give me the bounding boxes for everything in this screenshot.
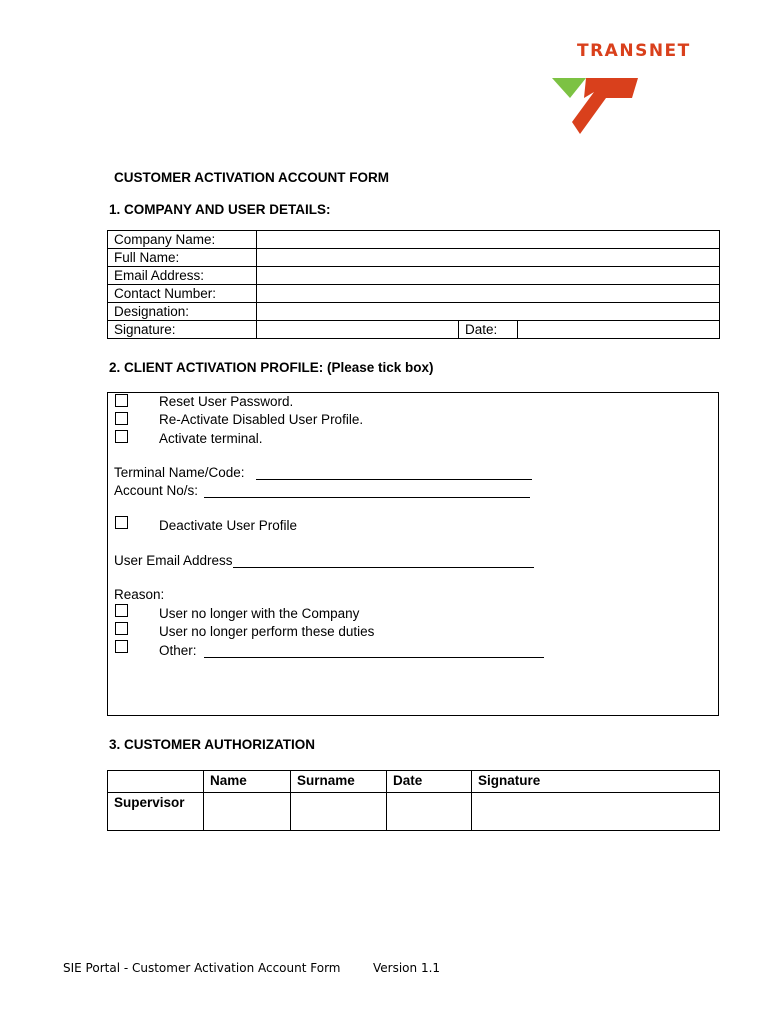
designation-field[interactable] bbox=[257, 303, 720, 321]
section1-heading: 1. COMPANY AND USER DETAILS: bbox=[109, 202, 331, 217]
company-name-field[interactable] bbox=[257, 231, 720, 249]
deactivate-profile-label: Deactivate User Profile bbox=[159, 518, 298, 533]
signature-field[interactable] bbox=[257, 321, 459, 339]
company-name-label: Company Name: bbox=[108, 231, 257, 249]
designation-label: Designation: bbox=[108, 303, 257, 321]
reason-no-longer-duties-label: User no longer perform these duties bbox=[159, 624, 375, 639]
supervisor-date-field[interactable] bbox=[387, 793, 472, 831]
supervisor-name-field[interactable] bbox=[204, 793, 291, 831]
reset-password-label: Reset User Password. bbox=[159, 394, 294, 409]
auth-header-date: Date bbox=[387, 771, 472, 793]
form-title: CUSTOMER ACTIVATION ACCOUNT FORM bbox=[114, 170, 389, 185]
reason-no-longer-company-checkbox[interactable] bbox=[115, 604, 128, 617]
company-user-details-table bbox=[107, 230, 720, 339]
contact-number-label: Contact Number: bbox=[108, 285, 257, 303]
account-no-label: Account No/s: bbox=[114, 483, 199, 498]
footer-version: Version 1.1 bbox=[373, 961, 441, 975]
terminal-name-label: Terminal Name/Code: bbox=[114, 465, 245, 480]
auth-header-signature: Signature bbox=[472, 771, 720, 793]
auth-header-surname: Surname bbox=[291, 771, 387, 793]
terminal-name-line[interactable] bbox=[256, 465, 532, 480]
section2-heading: 2. CLIENT ACTIVATION PROFILE: (Please tick box) bbox=[109, 360, 434, 375]
transnet-logo-text: TRANSNET bbox=[577, 41, 691, 61]
supervisor-signature-field[interactable] bbox=[472, 793, 720, 831]
reason-other-label: Other: bbox=[159, 643, 197, 658]
reactivate-profile-label: Re-Activate Disabled User Profile. bbox=[159, 412, 364, 427]
activate-terminal-checkbox[interactable] bbox=[115, 430, 128, 443]
reset-password-checkbox[interactable] bbox=[115, 394, 128, 407]
contact-number-field[interactable] bbox=[257, 285, 720, 303]
user-email-line[interactable] bbox=[233, 553, 534, 568]
footer-title: SIE Portal - Customer Activation Account Form bbox=[63, 961, 341, 975]
auth-header-name: Name bbox=[204, 771, 291, 793]
reason-other-line[interactable] bbox=[204, 643, 544, 658]
transnet-logo-icon bbox=[550, 76, 640, 136]
auth-header-blank bbox=[108, 771, 204, 793]
reason-no-longer-duties-checkbox[interactable] bbox=[115, 622, 128, 635]
account-no-line[interactable] bbox=[204, 483, 530, 498]
date-field[interactable] bbox=[518, 321, 720, 339]
customer-authorization-table bbox=[107, 770, 720, 831]
activate-terminal-label: Activate terminal. bbox=[159, 431, 263, 446]
reason-other-checkbox[interactable] bbox=[115, 640, 128, 653]
date-label: Date: bbox=[459, 321, 518, 339]
user-email-label: User Email Address bbox=[114, 553, 233, 568]
full-name-label: Full Name: bbox=[108, 249, 257, 267]
full-name-field[interactable] bbox=[257, 249, 720, 267]
auth-row-supervisor-label: Supervisor bbox=[108, 793, 204, 831]
email-address-field[interactable] bbox=[257, 267, 720, 285]
email-address-label: Email Address: bbox=[108, 267, 257, 285]
signature-label: Signature: bbox=[108, 321, 257, 339]
supervisor-surname-field[interactable] bbox=[291, 793, 387, 831]
deactivate-profile-checkbox[interactable] bbox=[115, 516, 128, 529]
reactivate-profile-checkbox[interactable] bbox=[115, 412, 128, 425]
reason-label: Reason: bbox=[114, 587, 165, 602]
section3-heading: 3. CUSTOMER AUTHORIZATION bbox=[109, 737, 316, 752]
reason-no-longer-company-label: User no longer with the Company bbox=[159, 606, 360, 621]
